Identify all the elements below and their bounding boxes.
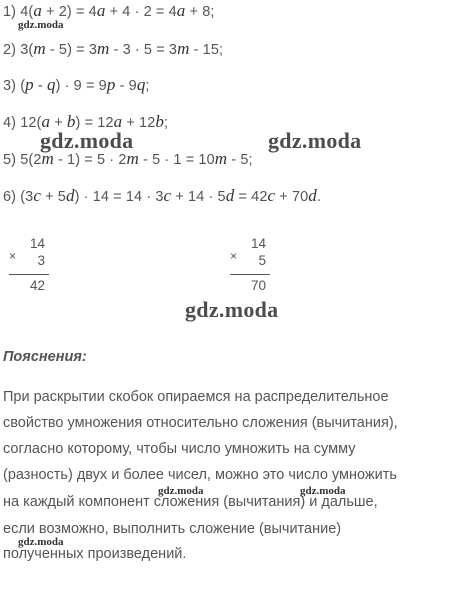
eq-text: 6) (3	[3, 189, 34, 205]
watermark: gdz.moda	[185, 297, 279, 322]
multiply-sign: ×	[230, 249, 238, 263]
eq-text: ) · 14 = 14 · 3	[74, 189, 164, 205]
eq-text: + 2) = 4	[41, 4, 97, 20]
explanation-line: на каждый компонент сложения (вычитания) и дальше,	[3, 494, 378, 510]
watermark: gdz.moda	[268, 128, 362, 153]
equation-3	[3, 75, 150, 95]
eq-var: a	[113, 112, 123, 131]
explanation-line: полученных произведений.	[3, 546, 187, 562]
eq-text: - 5) = 3	[45, 42, 97, 58]
equation-2	[3, 39, 223, 59]
explanation-line: (разность) двух и более чисел, можно это число умножить	[3, 467, 397, 483]
watermark: gdz.moda	[18, 536, 64, 548]
eq-var: m	[33, 39, 46, 58]
product: 42	[29, 278, 45, 293]
column-multiplication-1	[9, 236, 49, 306]
multiplicand: 14	[250, 236, 266, 251]
eq-var: p	[25, 75, 34, 94]
result-line	[230, 274, 270, 275]
eq-text: - 9	[115, 78, 137, 94]
eq-text: - 1) = 5 · 2	[53, 152, 127, 168]
eq-var: a	[41, 112, 51, 131]
explanation-line: свойство умножения относительно сложения (вычитания),	[3, 415, 398, 431]
eq-var: m	[41, 149, 54, 168]
eq-text: - 5 · 1 = 10	[138, 152, 215, 168]
eq-var: d	[65, 186, 75, 205]
eq-var: m	[177, 39, 190, 58]
eq-text: + 8;	[185, 4, 215, 20]
equation-6	[3, 186, 321, 206]
eq-var: c	[33, 186, 41, 205]
watermark: gdz.moda	[158, 485, 204, 497]
eq-var: p	[106, 75, 116, 94]
eq-var: a	[33, 1, 42, 20]
eq-var: q	[46, 75, 56, 94]
eq-text: + 12	[122, 115, 156, 131]
explanation-line: При раскрытии скобок опираемся на распределительное	[3, 389, 389, 405]
explanation-line: согласно которому, чтобы число умножить на сумму	[3, 441, 356, 457]
eq-var: a	[96, 1, 106, 20]
eq-var: b	[155, 112, 164, 131]
eq-text: - 3 · 5 = 3	[109, 42, 178, 58]
eq-var: b	[66, 112, 76, 131]
eq-text: ;	[164, 115, 169, 131]
explanation-line: если возможно, выполнить сложение (вычитание)	[3, 521, 342, 537]
eq-var: c	[163, 186, 172, 205]
eq-text: -	[33, 78, 47, 94]
eq-text: +	[50, 115, 67, 131]
eq-text: ;	[145, 78, 150, 94]
multiplier: 5	[258, 253, 266, 268]
eq-var: a	[176, 1, 186, 20]
eq-text: + 14 · 5	[171, 189, 226, 205]
eq-var: m	[97, 39, 110, 58]
eq-text: + 70	[275, 189, 309, 205]
eq-text: .	[316, 189, 322, 205]
explanation-title: Пояснения:	[3, 349, 87, 365]
eq-var: m	[126, 149, 139, 168]
eq-var: d	[308, 186, 317, 205]
eq-var: q	[136, 75, 146, 94]
eq-text: 4) 12(	[3, 115, 42, 131]
eq-text: ) = 12	[75, 115, 114, 131]
eq-text: + 5	[40, 189, 66, 205]
eq-var: m	[214, 149, 228, 168]
multiplier: 3	[37, 253, 45, 268]
eq-text: - 15;	[189, 42, 224, 58]
eq-text: 2) 3(	[3, 42, 34, 58]
eq-text: = 42	[234, 189, 268, 205]
result-line	[9, 274, 49, 275]
product: 70	[250, 278, 266, 293]
multiply-sign: ×	[9, 249, 17, 263]
eq-text: ) · 9 = 9	[55, 78, 107, 94]
watermark: gdz.moda	[40, 128, 134, 153]
watermark: gdz.moda	[18, 19, 64, 31]
eq-text: - 5;	[227, 152, 253, 168]
eq-text: + 4 · 2 = 4	[105, 4, 177, 20]
column-multiplication-2	[230, 236, 270, 306]
equation-1	[3, 1, 215, 21]
eq-text: 5) 5(2	[3, 152, 42, 168]
multiplicand: 14	[29, 236, 45, 251]
eq-var: d	[225, 186, 235, 205]
eq-text: 1) 4(	[3, 4, 34, 20]
eq-text: 3) (	[3, 78, 26, 94]
watermark: gdz.moda	[300, 485, 346, 497]
eq-var: c	[267, 186, 276, 205]
